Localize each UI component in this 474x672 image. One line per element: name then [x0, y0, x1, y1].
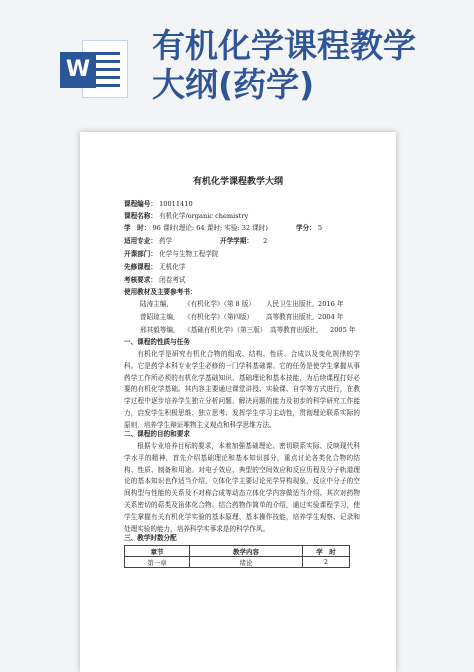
book-author: 曾昭琼主编, — [140, 313, 176, 321]
book-title: 《基础有机化学》（第三版） — [184, 326, 267, 334]
document-page — [80, 132, 396, 672]
table-cell: 绪论 — [190, 557, 303, 568]
books-label: 使用教材及主要参考书： — [124, 288, 197, 296]
book-title: 《有机化学》（第四版） — [184, 313, 254, 321]
course-name-row — [124, 212, 248, 221]
semester-label: 开学学期： — [220, 237, 253, 245]
exam-row — [124, 276, 185, 285]
book-publisher: 人民卫生出版社, — [266, 300, 315, 308]
section-3-title: 三、教学时数分配 — [124, 534, 177, 542]
hours-row — [124, 224, 268, 233]
section-1-title: 一、课程的性质与任务 — [124, 338, 190, 346]
banner-title-line1: 有机化学课程教学 — [152, 26, 416, 65]
table-header-row — [125, 546, 350, 557]
semester-value: 2 — [263, 237, 268, 245]
table-row — [125, 557, 350, 568]
table-cell: 2 — [303, 557, 350, 568]
table-header-cell: 教学内容 — [190, 546, 303, 557]
course-name-label: 课程名称： — [124, 212, 157, 220]
dept-label: 开课部门： — [124, 250, 157, 258]
exam-label: 考核要求： — [124, 276, 157, 284]
exam-value: 闭卷考试 — [159, 276, 186, 284]
document-title: 有机化学课程教学大纲 — [192, 177, 283, 187]
book-year: 2005 年 — [330, 326, 356, 334]
book-year: 2004 年 — [318, 313, 344, 321]
course-code-row — [124, 200, 193, 209]
prereq-row — [124, 263, 185, 272]
hours-table — [124, 545, 350, 568]
course-code-label: 课程编号： — [124, 200, 157, 208]
hours-label: 学 时： — [124, 224, 151, 232]
book-year: 2016 年 — [318, 300, 344, 308]
prereq-label: 先修课程： — [124, 263, 157, 271]
course-code-value: 10011410 — [159, 200, 193, 208]
word-logo-letter: W — [60, 52, 96, 88]
table-header-cell: 章节 — [125, 546, 190, 557]
prereq-value: 无机化学 — [159, 263, 186, 271]
table-cell: 第一章 — [125, 557, 190, 568]
book-title: 《有机化学》（第 8 版） — [184, 300, 256, 308]
banner — [0, 0, 474, 120]
book-author: 邢其毅等编, — [140, 326, 176, 334]
word-document-icon — [60, 38, 130, 100]
course-name-value: 有机化学/organic chemistry — [159, 212, 249, 220]
section-2-title: 二、课程的目的和要求 — [124, 430, 190, 438]
hours-value: 96 课时(理论: 64 课时; 实验: 32 课时) — [152, 224, 268, 232]
book-publisher: 高等教育出版社, — [270, 326, 319, 334]
credits-label: 学分： — [296, 224, 316, 232]
book-publisher: 高等教育出版社, — [266, 313, 315, 321]
section-2-paragraph: 根据专业培养目标的要求，本着加强基础理论、密切联系实际、反映现代科学水平的精神，首先介绍基础理论和基本知识部分，重点讨论各类化合物的结构、性质、制备和用途。对电子效应、典型的空间效应和反应历程及分子轨道理论的基本知识也作适当介绍，立体化学主要讨论光学异构现象，反应中分子的空间构型与性能的关系及不对称合成等动态立体化学内容做适当介绍。其次对药物关系密切的萜类及甾体化合物、结合药物作简单的介绍，通过实验课程学习，使学生掌握有关有机化学实验的基本原理、基本操作技能，培养学生观察、记录和处理实验的能力，培养科学实事求是的科学作风。 — [124, 442, 360, 533]
dept-value: 化学与生物工程学院 — [159, 250, 219, 258]
banner-title — [152, 26, 472, 104]
book-author: 陆涛主编, — [140, 300, 169, 308]
semester-row — [220, 237, 267, 246]
dept-row — [124, 250, 218, 259]
table-header-cell: 学 时 — [303, 546, 350, 557]
credits-row — [296, 224, 322, 233]
section-1-paragraph: 有机化学是研究有机化合物的组成、结构、性质、合成以及变化规律的学科。它是药学本科专业学生必修的一门学科基础课。它的任务是使学生掌握从事药学工作所必须的有机化学基础知识、基础理论和基本技能，为后续课程打好必要的有机化学基础。其内容主要通过课堂讲授、实验课、自学等方式进行，在教学过程中逐步培养学生独立分析问题、解决问题的能力及初步的科学研究工作能力，启发学生积极思维、独立思考、发挥学生学习主动性，贯彻理论联系实际的原则，培养学生辩证唯物主义观点和科学思维方法。 — [124, 350, 360, 429]
major-label: 适用专业： — [124, 237, 157, 245]
major-row — [124, 237, 172, 246]
banner-title-line2: 大纲(药学) — [152, 65, 315, 104]
credits-value: 5 — [317, 224, 323, 232]
major-value: 药学 — [159, 237, 173, 245]
